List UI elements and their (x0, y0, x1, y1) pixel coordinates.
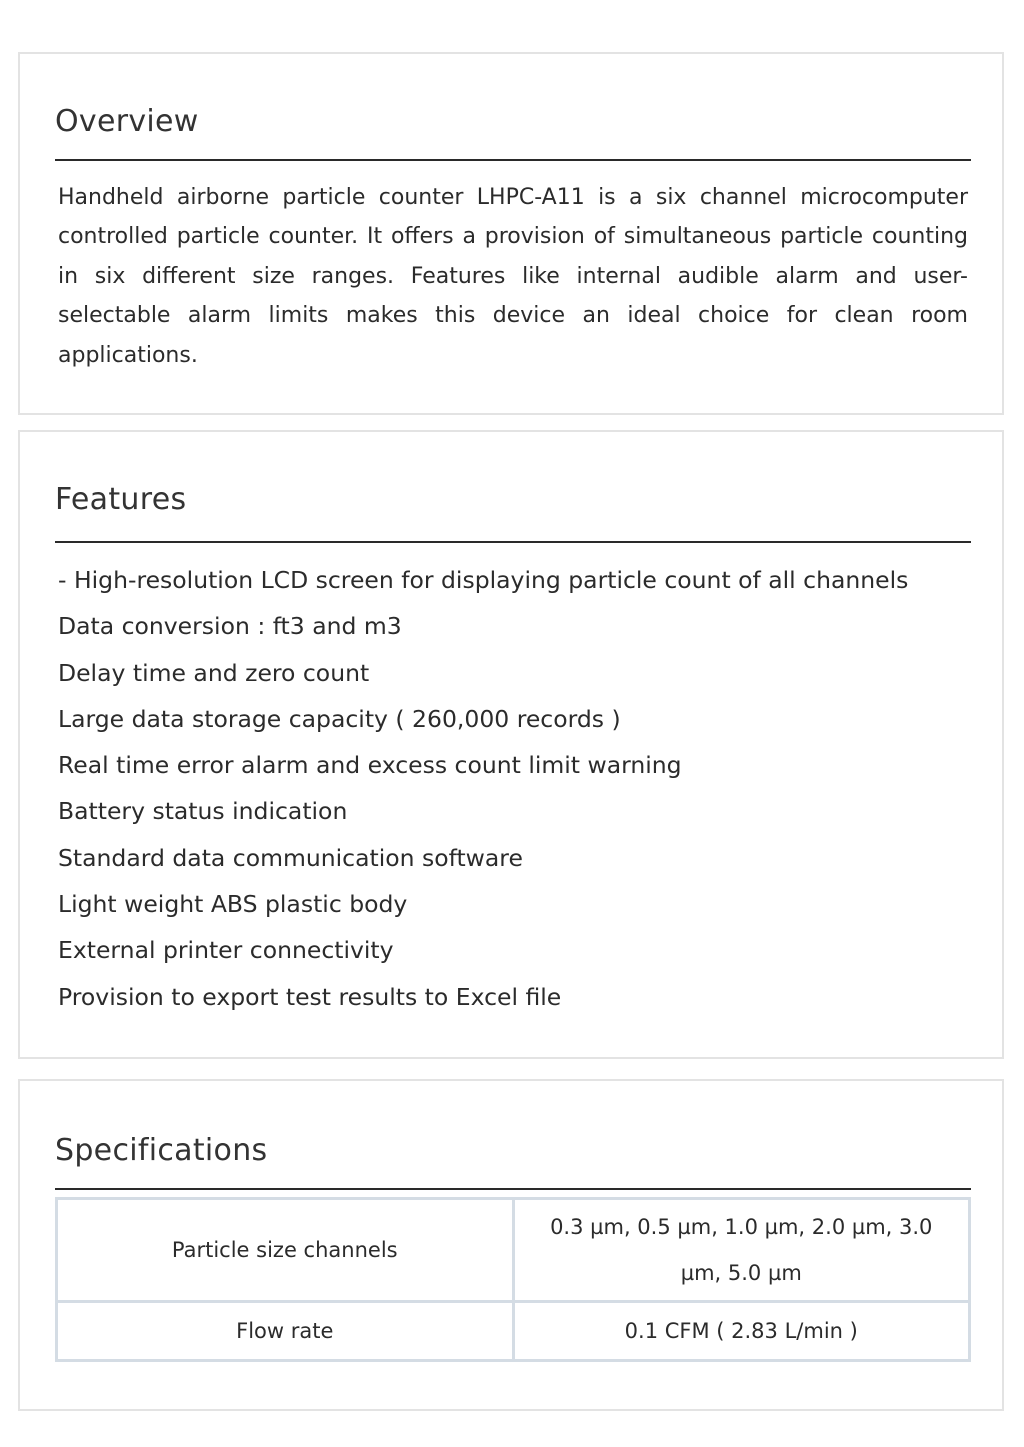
feature-item: - High-resolution LCD screen for displaying particle count of all channels (58, 566, 909, 594)
feature-item: Light weight ABS plastic body (58, 890, 408, 919)
overview-divider (55, 159, 971, 161)
features-divider (55, 541, 971, 543)
table-row (57, 1199, 970, 1302)
spec-label-cell: Particle size channels (57, 1199, 514, 1302)
feature-item: External printer connectivity (58, 936, 394, 965)
feature-item: Data conversion : ft3 and m3 (58, 612, 402, 641)
specifications-title: Specifications (55, 1133, 268, 1168)
specifications-table (55, 1197, 971, 1362)
feature-list (58, 560, 908, 1023)
overview-description: Handheld airborne particle counter LHPC-A11 is a six channel microcomputer controlled particle counter. It offers a provision of simultaneous particle counting in six different size ranges. Features like internal audible alarm and user-selectable alarm limits makes this device an ideal choice for clean room applications. (58, 185, 968, 368)
overview-title: Overview (55, 104, 199, 139)
features-title: Features (55, 482, 187, 517)
table-row (57, 1302, 970, 1361)
features-card (18, 430, 1004, 1059)
spec-label-cell: Flow rate (57, 1302, 514, 1361)
feature-item: Delay time and zero count (58, 658, 370, 687)
feature-item: Battery status indication (58, 797, 348, 826)
feature-item: Real time error alarm and excess count limit warning (58, 751, 682, 780)
spec-value-cell: 0.1 CFM ( 2.83 L/min ) (513, 1302, 970, 1361)
feature-item: Provision to export test results to Excel file (58, 982, 562, 1011)
feature-item: Large data storage capacity ( 260,000 records ) (58, 704, 621, 733)
specifications-card (18, 1079, 1004, 1411)
specifications-divider (55, 1188, 971, 1190)
feature-item: Standard data communication software (58, 843, 523, 872)
overview-card (18, 52, 1004, 415)
spec-value-cell: 0.3 µm, 0.5 µm, 1.0 µm, 2.0 µm, 3.0 µm, 5.0 µm (513, 1199, 970, 1302)
